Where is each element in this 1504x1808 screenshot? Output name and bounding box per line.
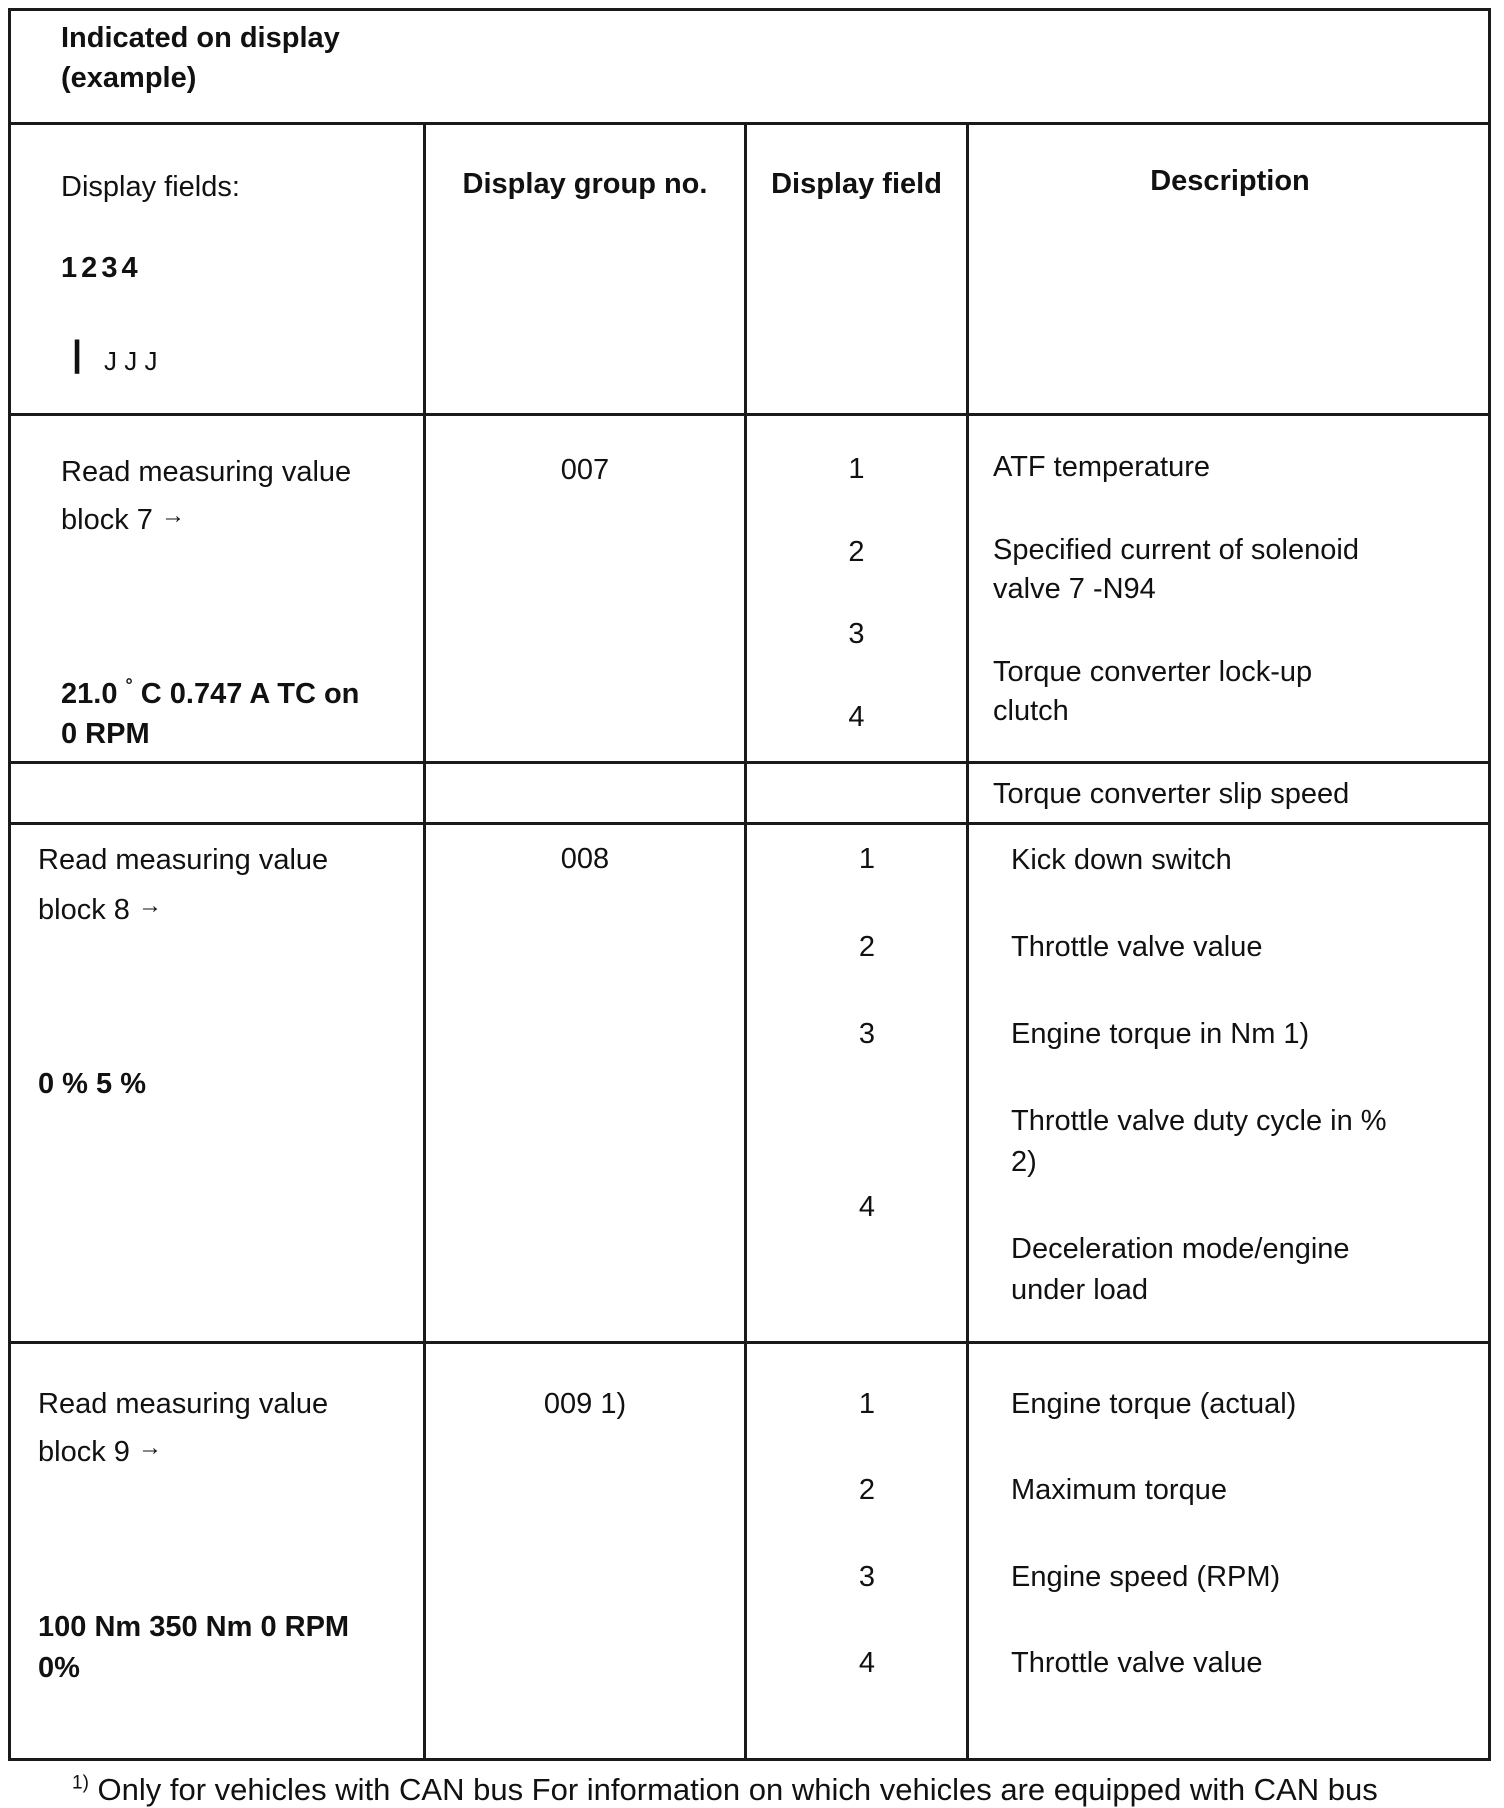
block8-field-3: 3 (858, 1018, 876, 1050)
block8-title-line2 (38, 890, 162, 932)
column-header-group: Display group no. (462, 168, 708, 200)
arrow-right-icon: → (137, 892, 162, 919)
block8-title-text: block 8 (38, 894, 130, 926)
block7-field-3: 3 (848, 618, 865, 650)
display-fields-label: Display fields: (61, 171, 240, 203)
block7-title-line1: Read measuring value (61, 456, 352, 488)
row-divider (8, 122, 1491, 125)
block9-title-line2 (38, 1432, 162, 1474)
row-divider (8, 761, 1491, 764)
block7-desc-3-line2: clutch (993, 695, 1069, 727)
footnote (72, 1772, 1378, 1808)
block9-display-value-line2: 0% (38, 1652, 80, 1684)
arrow-right-icon: → (160, 502, 185, 529)
block8-desc-5-line1: Deceleration mode/engine (1011, 1233, 1350, 1265)
block8-field-2: 2 (858, 931, 876, 963)
footnote-text: Only for vehicles with CAN bus For information on which vehicles are equipped with CAN bus (97, 1772, 1378, 1807)
block7-field-1: 1 (848, 453, 865, 485)
block9-desc-4: Throttle valve value (1011, 1647, 1263, 1679)
row-divider (8, 822, 1491, 825)
block7-value-part1: 21.0 (61, 678, 118, 710)
block8-group-number: 008 (560, 843, 610, 875)
indicated-heading-line1: Indicated on display (61, 22, 340, 54)
block8-desc-4-line1: Throttle valve duty cycle in % (1011, 1105, 1387, 1137)
display-field-pointers: J J J (104, 346, 158, 376)
block7-display-value-line1 (61, 674, 359, 717)
block7-group-number: 007 (560, 454, 610, 486)
block7-value-part2: C 0.747 A TC on (140, 678, 360, 710)
block9-desc-2: Maximum torque (1011, 1474, 1227, 1506)
block9-desc-3: Engine speed (RPM) (1011, 1561, 1281, 1593)
block7-desc-2-line1: Specified current of solenoid (993, 534, 1359, 566)
block8-title-line1: Read measuring value (38, 844, 329, 876)
footnote-marker: 1) (72, 1772, 89, 1794)
block8-field-4: 4 (858, 1191, 876, 1223)
block8-display-value: 0 % 5 % (38, 1068, 146, 1100)
row-divider (8, 413, 1491, 416)
indicated-heading-line2: (example) (61, 62, 197, 94)
degree-symbol: ° (125, 675, 133, 695)
block7-title-text: block 7 (61, 504, 153, 536)
block8-desc-2: Throttle valve value (1011, 931, 1263, 963)
block9-field-4: 4 (858, 1647, 876, 1679)
display-field-numbers: 1 2 3 4 (61, 252, 138, 284)
block7-display-value-line2: 0 RPM (61, 718, 150, 750)
block9-display-value-line1: 100 Nm 350 Nm 0 RPM (38, 1611, 350, 1643)
block8-desc-1: Kick down switch (1011, 844, 1232, 876)
block7-desc-2-line2: valve 7 -N94 (993, 573, 1156, 605)
block8-desc-3: Engine torque in Nm 1) (1011, 1018, 1310, 1050)
display-field-pointer-bar: | (72, 333, 83, 374)
block8-desc-4-line2: 2) (1011, 1146, 1037, 1178)
block9-title-line1: Read measuring value (38, 1388, 329, 1420)
arrow-right-icon: → (137, 1434, 162, 1461)
column-header-field: Display field (771, 168, 942, 200)
block9-field-1: 1 (858, 1388, 876, 1420)
block8-desc-5-line2: under load (1011, 1274, 1149, 1306)
block7-title-line2 (61, 500, 185, 542)
block9-desc-1: Engine torque (actual) (1011, 1388, 1297, 1420)
block9-group-number: 009 1) (543, 1388, 627, 1420)
column-header-description: Description (1150, 165, 1310, 197)
block8-field-1: 1 (858, 843, 876, 875)
block7-desc-1: ATF temperature (993, 451, 1211, 483)
block9-title-text: block 9 (38, 1436, 130, 1468)
row-divider (8, 1341, 1491, 1344)
column-divider (423, 122, 426, 1761)
block9-field-3: 3 (858, 1561, 876, 1593)
block7-desc-3-line1: Torque converter lock-up (993, 656, 1313, 688)
block9-field-2: 2 (858, 1474, 876, 1506)
block7-field-2: 2 (848, 536, 865, 568)
block7-field-4: 4 (848, 701, 865, 733)
block7-desc-4: Torque converter slip speed (993, 778, 1350, 810)
